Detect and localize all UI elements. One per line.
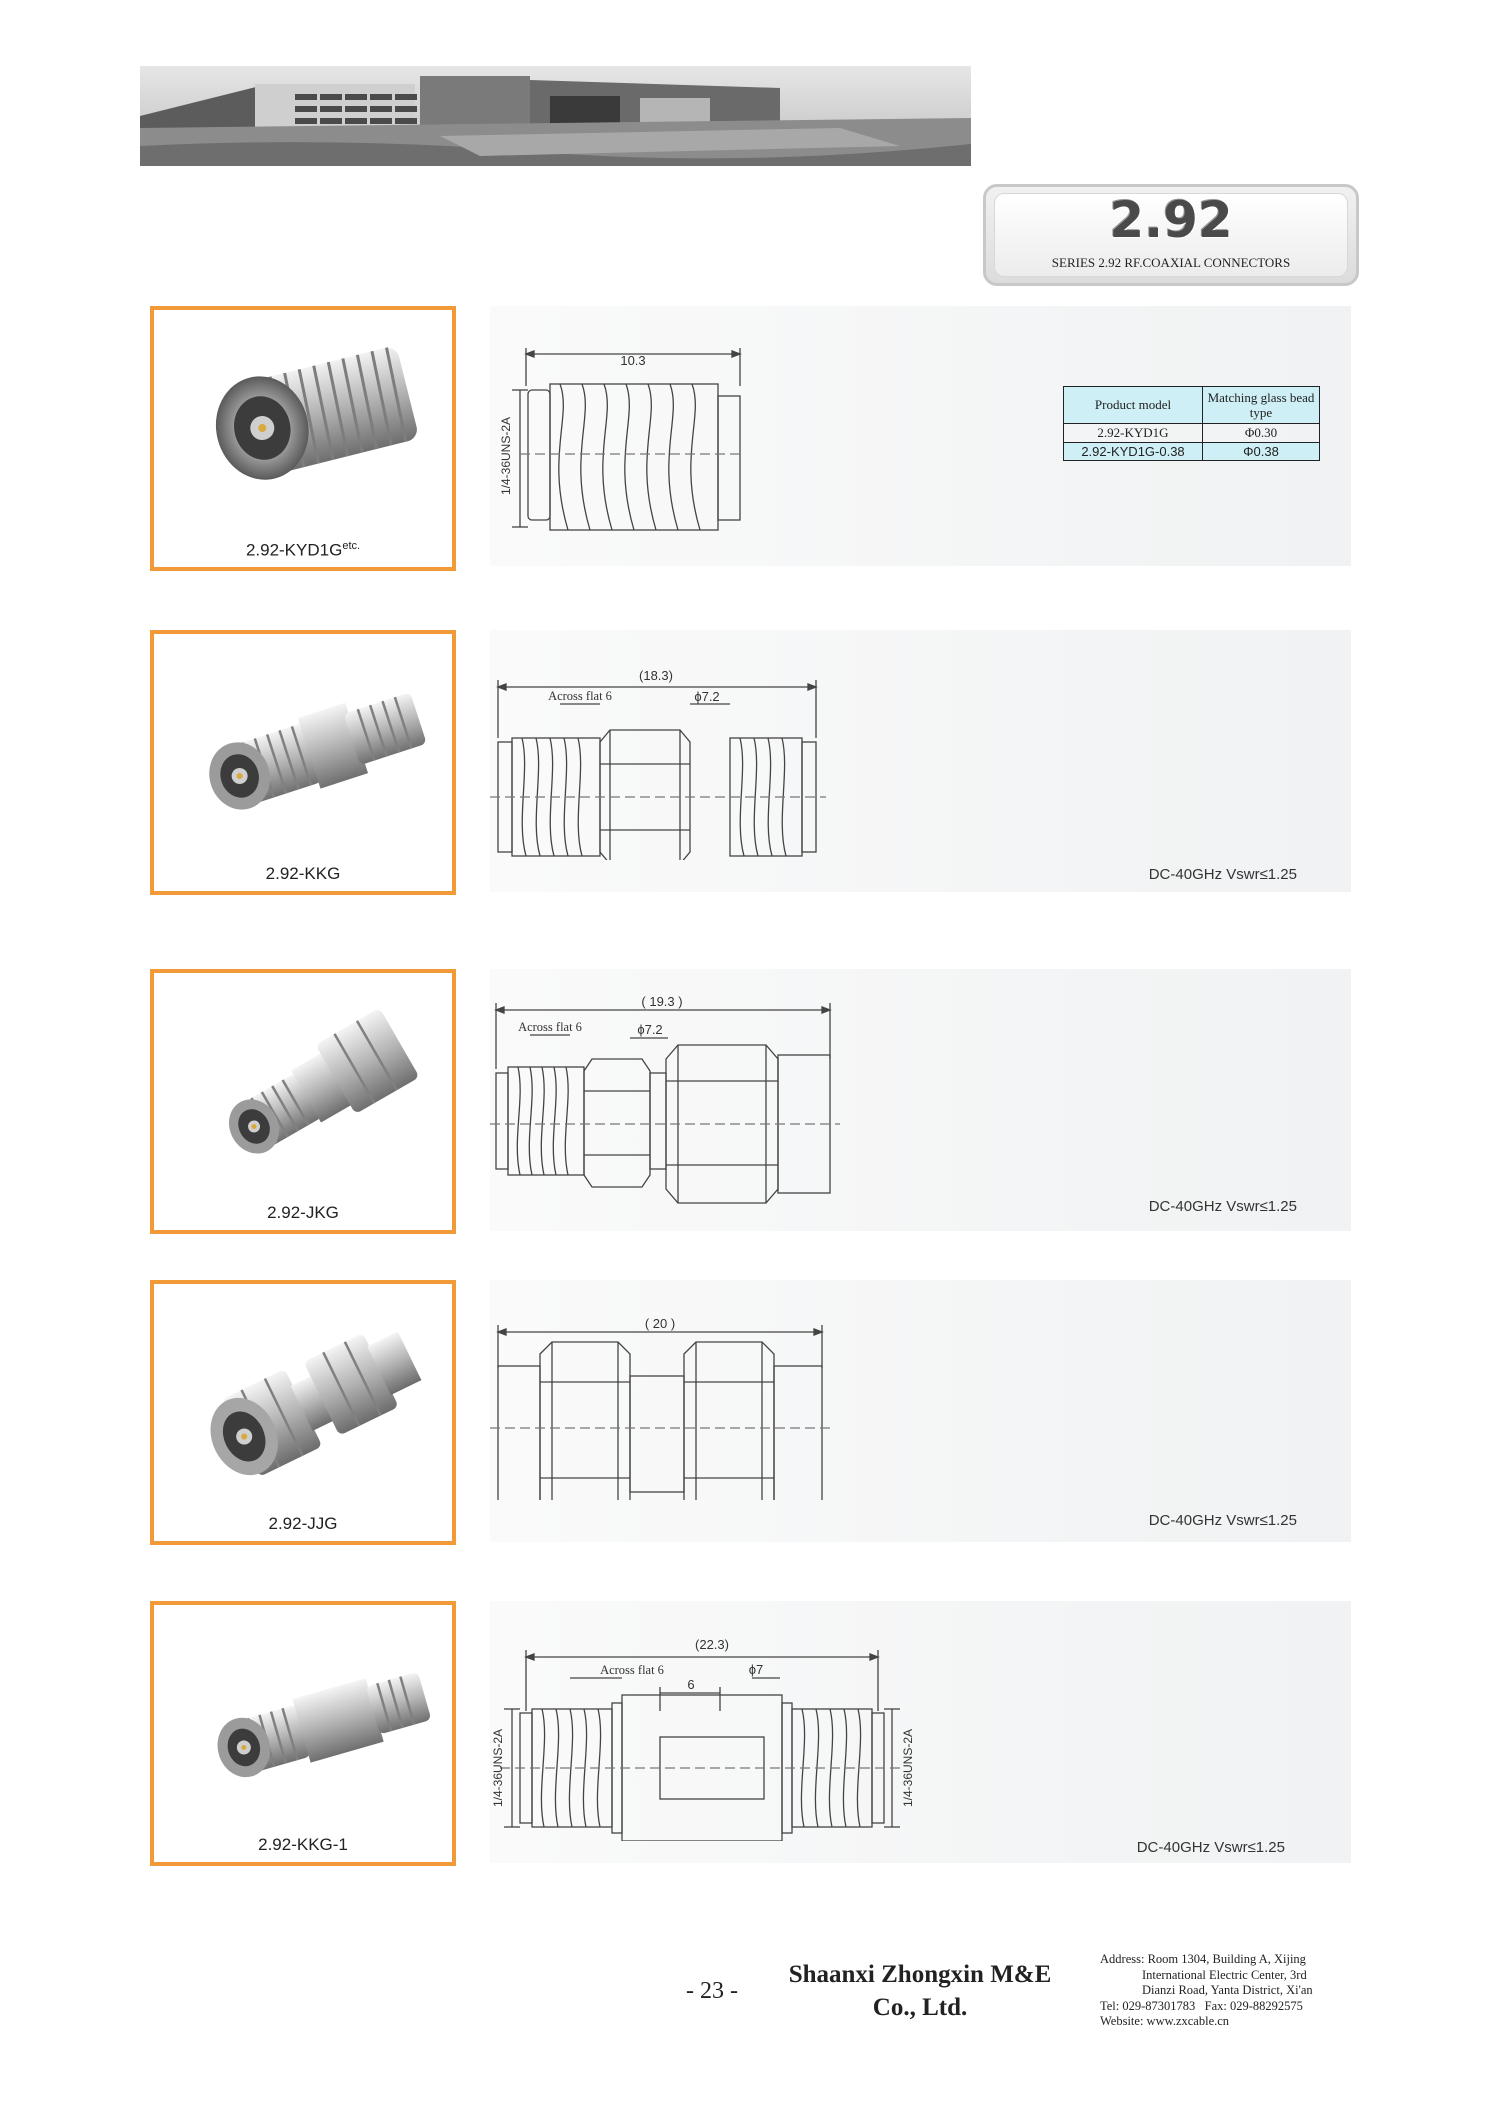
frequency-spec: DC-40GHz Vswr≤1.25	[1148, 1512, 1297, 1529]
series-badge	[983, 184, 1359, 286]
product-caption: 2.92-KKG	[265, 864, 341, 883]
product-photo-frame	[150, 1280, 456, 1545]
product-caption: 2.92-KKG-1	[258, 1835, 348, 1854]
dim-length: (18.3)	[639, 668, 673, 683]
product-row-jkg	[150, 969, 1351, 1234]
drawing-panel	[490, 306, 1351, 566]
dim-thread-left: 1/4-36UNS-2A	[491, 1728, 505, 1808]
technical-drawing	[490, 306, 890, 536]
product-caption: 2.92-JKG	[267, 1203, 339, 1222]
dim-thread-right: 1/4-36UNS-2A	[901, 1728, 915, 1808]
product-photo-frame	[150, 969, 456, 1234]
page-number: - 23 -	[686, 1978, 738, 2004]
product-row-jjg	[150, 1280, 1351, 1545]
frequency-spec: DC-40GHz Vswr≤1.25	[1148, 1198, 1297, 1215]
table-cell: 2.92-KYD1G	[1064, 424, 1203, 443]
drawing-panel	[490, 969, 1351, 1231]
dim-inner: 6	[687, 1677, 695, 1692]
table-cell: Φ0.38	[1203, 443, 1320, 461]
dim-length: 10.3	[620, 353, 646, 368]
product-photo-frame	[150, 306, 456, 571]
drawing-panel	[490, 1601, 1351, 1863]
product-row-kkg-1	[150, 1601, 1351, 1866]
technical-drawing	[490, 1280, 930, 1500]
series-number: 2.92	[1109, 191, 1233, 249]
dim-length: ( 20 )	[644, 1316, 676, 1331]
frequency-spec: DC-40GHz Vswr≤1.25	[1136, 1839, 1285, 1856]
table-header: Matching glass bead type	[1203, 387, 1320, 424]
product-caption: $2.92-KYD1G^{etc.}$	[245, 540, 361, 560]
dim-flat: Across flat 6	[600, 1663, 664, 1677]
table-header: Product model	[1064, 387, 1203, 424]
technical-drawing	[490, 969, 930, 1209]
product-row-kyd1g	[150, 306, 1351, 571]
dim-dia: ϕ7	[748, 1662, 764, 1677]
technical-drawing	[490, 1601, 950, 1841]
table-cell: Φ0.30	[1203, 424, 1320, 443]
drawing-panel	[490, 1280, 1351, 1542]
drawing-panel	[490, 630, 1351, 892]
dim-flat: Across flat 6	[518, 1020, 582, 1034]
dim-dia: ϕ7.2	[637, 1022, 663, 1037]
connector-photo	[154, 973, 452, 1193]
table-cell: 2.92-KYD1G-0.38	[1064, 443, 1203, 461]
connector-photo	[154, 1284, 452, 1504]
connector-photo	[154, 1605, 452, 1825]
technical-drawing	[490, 630, 910, 860]
series-subtitle: SERIES 2.92 RF.COAXIAL CONNECTORS	[1051, 255, 1291, 270]
company-address: Address: Room 1304, Building A, Xijing International Electric Center, 3rd Dianzi Road, Yanta District, Xi'an Tel: 029-87301783 Fax: 029-88292575 Website: www.zxcable.cn	[1100, 1952, 1313, 2028]
product-photo-frame	[150, 1601, 456, 1866]
dim-length: ( 19.3 )	[641, 994, 683, 1009]
frequency-spec: DC-40GHz Vswr≤1.25	[1148, 866, 1297, 883]
dim-length: (22.3)	[695, 1637, 729, 1652]
connector-photo	[154, 634, 452, 854]
product-caption: 2.92-JJG	[268, 1514, 338, 1533]
company-name: Shaanxi Zhongxin M&E Co., Ltd.	[788, 1961, 1052, 2021]
dim-flat: Across flat 6	[548, 689, 612, 703]
product-photo-frame	[150, 630, 456, 895]
dim-dia: ϕ7.2	[694, 689, 720, 704]
dim-thread: 1/4-36UNS-2A	[499, 416, 513, 496]
product-row-kkg	[150, 630, 1351, 895]
connector-photo	[154, 310, 452, 530]
bead-spec-table	[1063, 386, 1320, 461]
header-banner-image	[140, 66, 971, 166]
